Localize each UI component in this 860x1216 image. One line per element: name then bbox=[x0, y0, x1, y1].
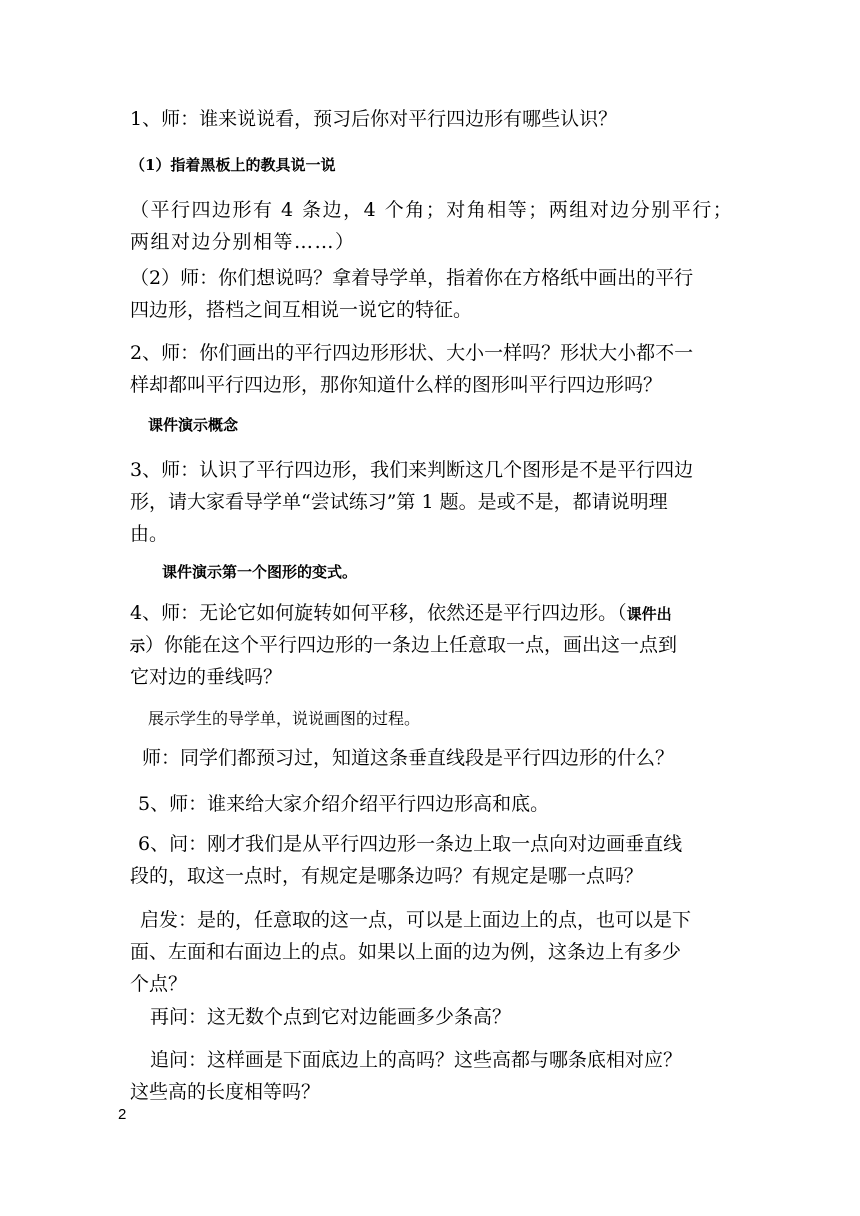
q4-text-cont: ）你能在这个平行四边形的一条边上任意取一点，画出这一点到 bbox=[145, 634, 678, 656]
paragraph-q5: 5、师：谁来给大家介绍介绍平行四边形高和底。 bbox=[138, 793, 550, 815]
q4-courseware-note-end: 示 bbox=[130, 637, 146, 655]
paragraph-show-worksheets: 展示学生的导学单，说说画图的过程。 bbox=[148, 709, 421, 728]
paragraph-followup1: 再问：这无数个点到它对边能画多少条高？ bbox=[150, 1006, 512, 1028]
paragraph-q2-line1: 2、师：你们画出的平行四边形形状、大小一样吗？形状大小都不一 bbox=[130, 342, 694, 364]
paragraph-demo-variant: 课件演示第一个图形的变式。 bbox=[162, 563, 358, 581]
paragraph-features-line1: （平行四边形有 4 条边，4 个角；对角相等；两组对边分别平行； bbox=[130, 199, 734, 221]
paragraph-hint-line2: 面、左面和右面边上的点。如果以上面的边为例，这条边上有多少 bbox=[130, 941, 682, 963]
paragraph-hint-line3: 个点？ bbox=[130, 973, 188, 995]
paragraph-followup2-line2: 这些高的长度相等吗？ bbox=[130, 1081, 321, 1103]
paragraph-q4-line1 bbox=[130, 596, 730, 631]
paragraph-features-line2: 两组对边分别相等……） bbox=[130, 231, 356, 253]
paragraph-q4-line3: 它对边的垂线吗？ bbox=[130, 666, 283, 688]
paragraph-q4-line2 bbox=[130, 628, 730, 663]
paragraph-demo-concept: 课件演示概念 bbox=[148, 416, 239, 434]
page-number: 2 bbox=[118, 1106, 127, 1123]
paragraph-q3-line1: 3、师：认识了平行四边形，我们来判断这几个图形是不是平行四边 bbox=[130, 459, 694, 481]
paragraph-teacher-question: 师：同学们都预习过，知道这条垂直线段是平行四边形的什么？ bbox=[142, 747, 675, 769]
paragraph-hint-line1: 启发：是的，任意取的这一点，可以是上面边上的点，也可以是下 bbox=[140, 909, 692, 931]
paragraph-step2-line2: 四边形，搭档之间互相说一说它的特征。 bbox=[130, 299, 473, 321]
paragraph-q3-line3: 由。 bbox=[130, 523, 169, 545]
paragraph-q6-line1: 6、问：刚才我们是从平行四边形一条边上取一点向对边画垂直线 bbox=[138, 833, 683, 855]
q4-courseware-note: 课件出 bbox=[626, 605, 672, 623]
paragraph-q2-line2: 样却都叫平行四边形，那你知道什么样的图形叫平行四边形吗？ bbox=[130, 374, 663, 396]
paragraph-step2-line1: （2）师：你们想说吗？拿着导学单，指着你在方格纸中画出的平行 bbox=[130, 267, 694, 289]
paragraph-q3-line2: 形，请大家看导学单“尝试练习”第 1 题。是或不是，都请说明理 bbox=[130, 491, 668, 513]
paragraph-followup2-line1: 追问：这样画是下面底边上的高吗？这些高都与哪条底相对应？ bbox=[150, 1049, 683, 1071]
paragraph-step1-heading: （1）指着黑板上的教具说一说 bbox=[130, 156, 336, 174]
paragraph-q1: 1、师：谁来说说看，预习后你对平行四边形有哪些认识？ bbox=[130, 108, 618, 130]
q4-text: 4、师：无论它如何旋转如何平移，依然还是平行四边形。（ bbox=[130, 602, 627, 624]
paragraph-q6-line2: 段的，取这一点时，有规定是哪条边吗？有规定是哪一点吗？ bbox=[130, 865, 644, 887]
